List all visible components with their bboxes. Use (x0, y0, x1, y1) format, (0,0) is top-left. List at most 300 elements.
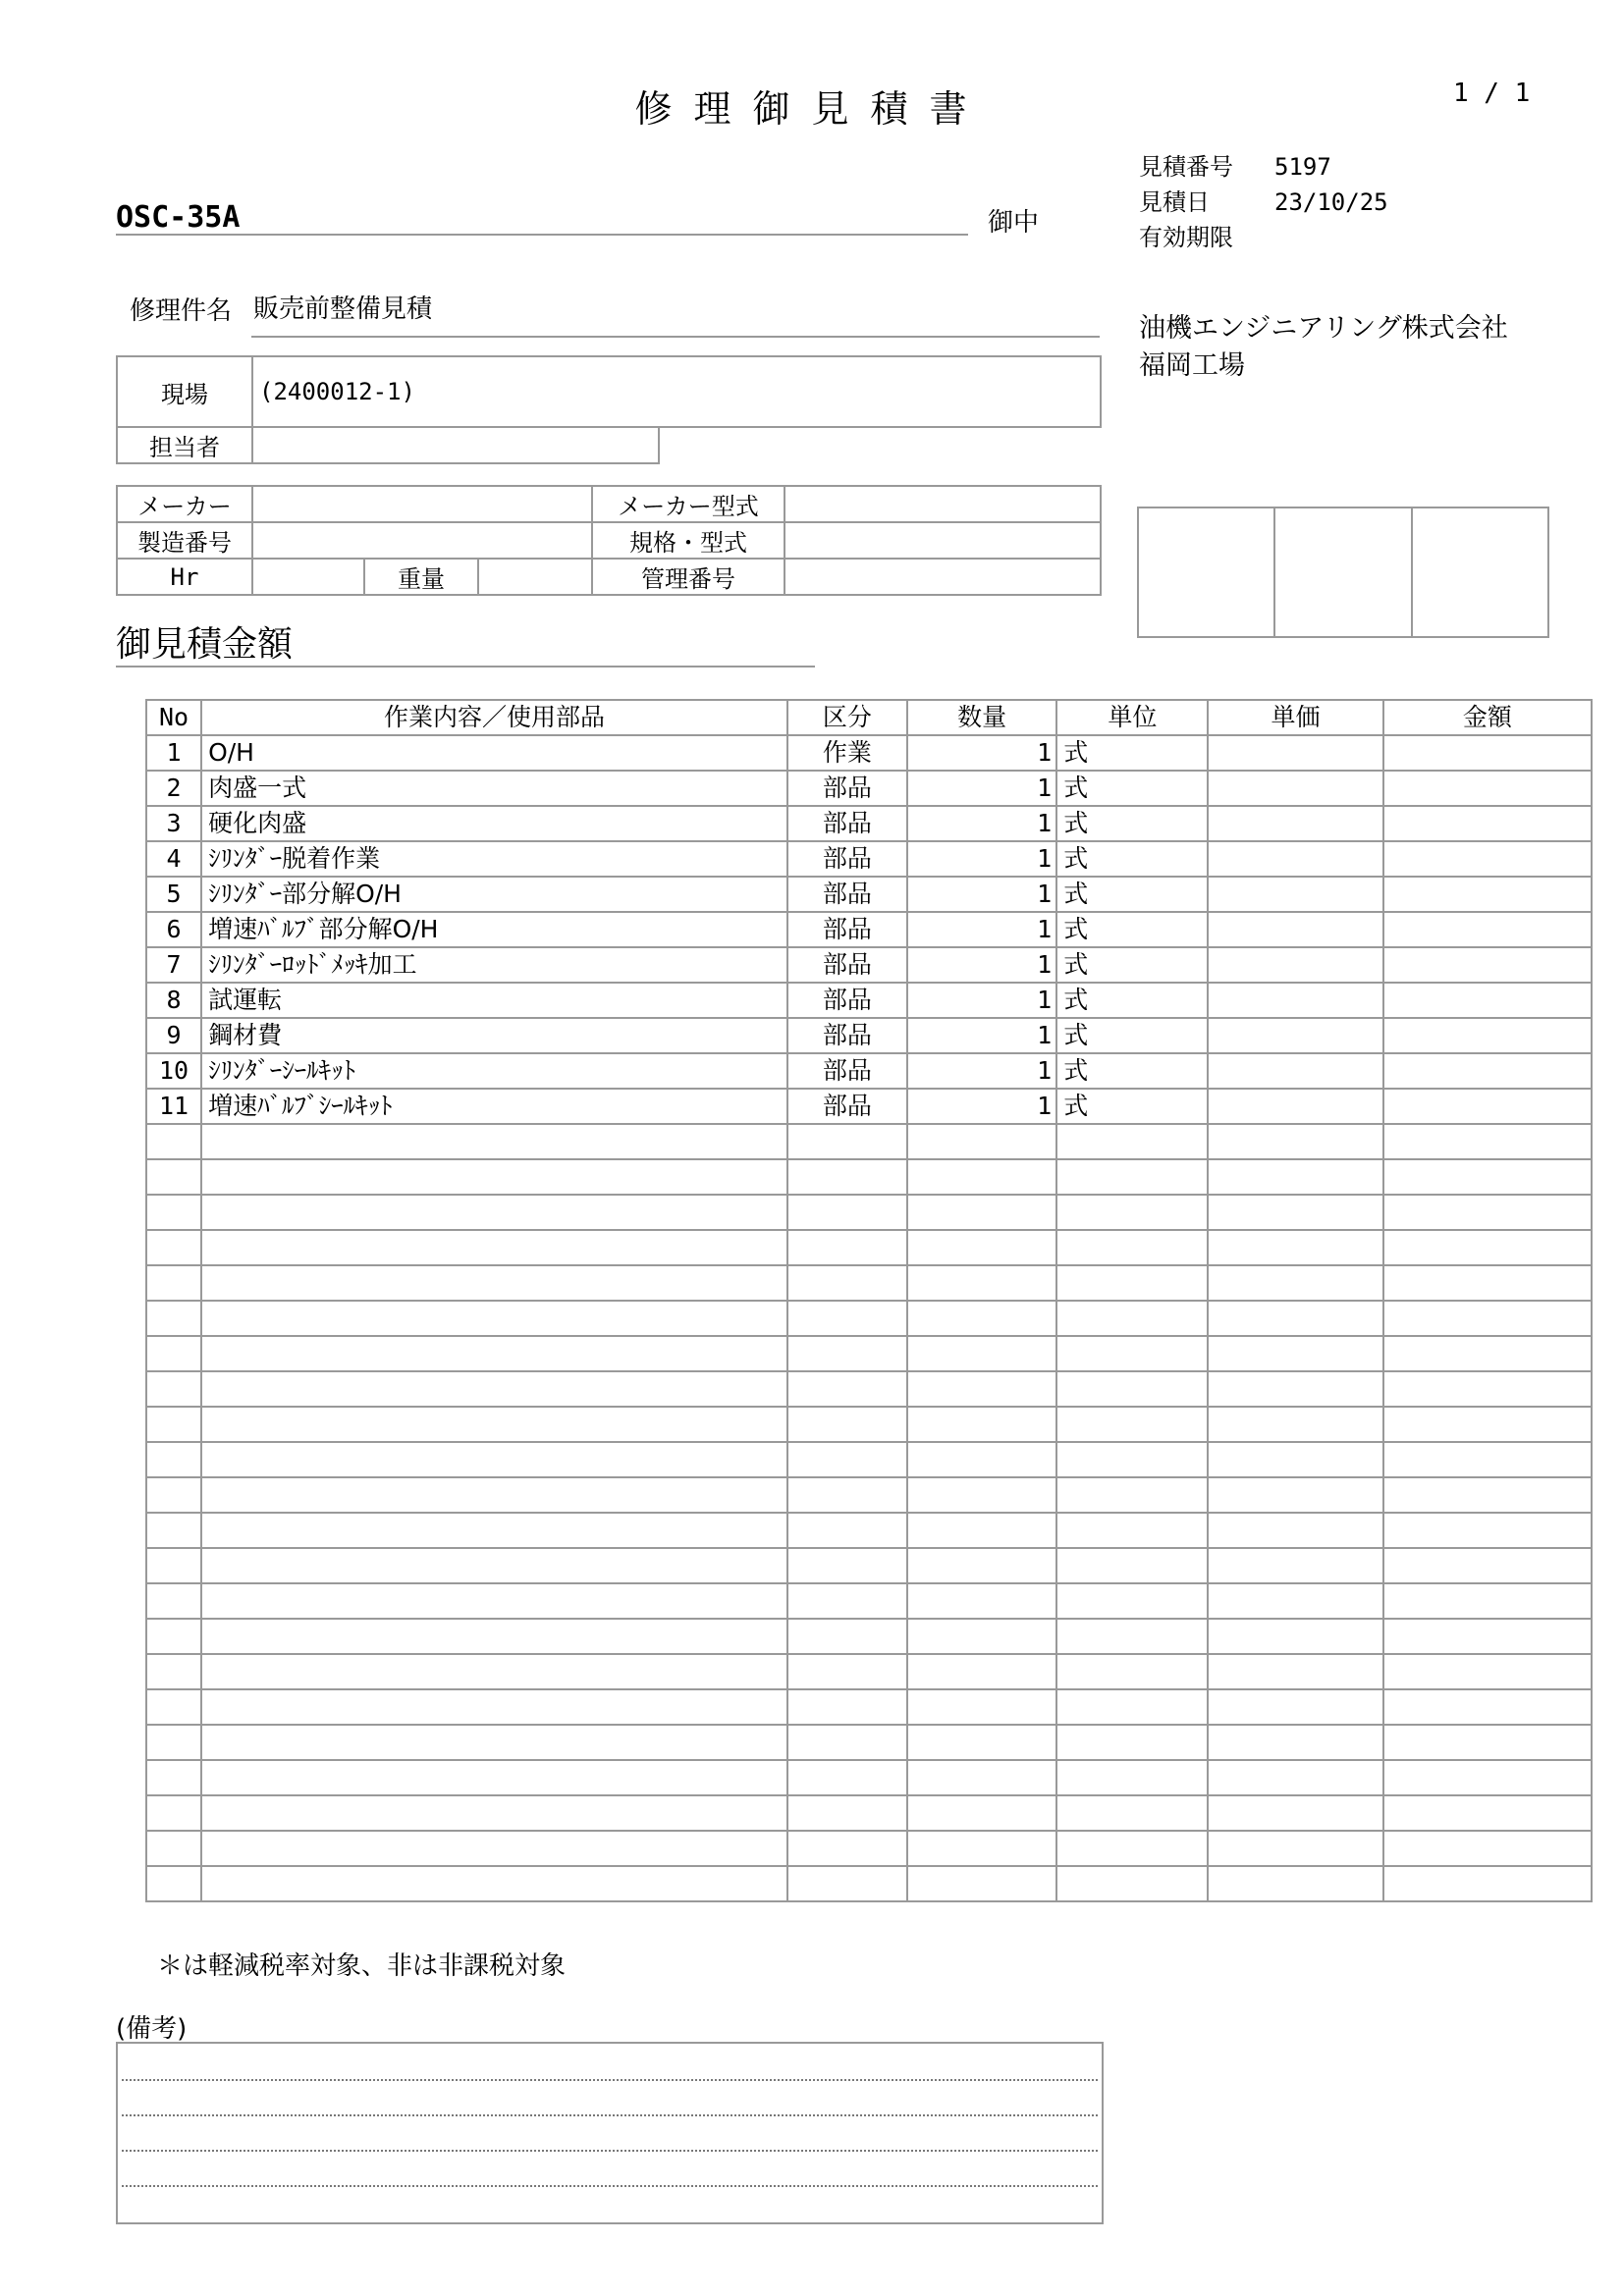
item-unit: 式 (1056, 877, 1208, 912)
table-row (146, 1018, 1592, 1053)
honorific: 御中 (988, 208, 1040, 238)
item-amount (1383, 1831, 1592, 1866)
table-row (146, 1124, 1592, 1159)
maker-label: メーカー (117, 486, 252, 522)
table-row (146, 1159, 1592, 1195)
remarks-line (122, 2185, 1098, 2187)
item-unit: 式 (1056, 912, 1208, 947)
item-unit (1056, 1619, 1208, 1654)
model-label: メーカー型式 (592, 486, 784, 522)
item-category: 部品 (787, 1053, 907, 1089)
subject-underline (251, 336, 1100, 338)
item-qty: 1 (907, 1018, 1056, 1053)
company-block (1139, 310, 1508, 385)
item-no: 8 (146, 983, 201, 1018)
item-category (787, 1725, 907, 1760)
item-unit (1056, 1795, 1208, 1831)
table-row (146, 1477, 1592, 1513)
table-row (146, 1795, 1592, 1831)
item-unit: 式 (1056, 735, 1208, 771)
item-price (1208, 877, 1382, 912)
item-unit (1056, 1195, 1208, 1230)
item-no (146, 1371, 201, 1407)
table-row (146, 771, 1592, 806)
item-category (787, 1548, 907, 1583)
item-amount (1383, 1725, 1592, 1760)
machine-table (116, 485, 1102, 596)
item-category (787, 1124, 907, 1159)
item-price (1208, 1089, 1382, 1124)
table-row (146, 1831, 1592, 1866)
person-value (252, 427, 659, 463)
estimate-date-label: 見積日 (1139, 188, 1210, 216)
table-row (146, 841, 1592, 877)
table-row (146, 1548, 1592, 1583)
item-amount (1383, 841, 1592, 877)
stamp-box (1412, 507, 1548, 637)
tax-note: ＊は軽減税率対象、非は非課税対象 (157, 1951, 567, 1981)
serial-value (252, 522, 592, 559)
amount-underline (116, 666, 815, 667)
item-unit (1056, 1548, 1208, 1583)
item-qty: 1 (907, 947, 1056, 983)
item-amount (1383, 1619, 1592, 1654)
item-qty (907, 1866, 1056, 1901)
item-no (146, 1442, 201, 1477)
item-amount (1383, 1513, 1592, 1548)
item-unit (1056, 1371, 1208, 1407)
item-unit (1056, 1407, 1208, 1442)
item-unit (1056, 1265, 1208, 1301)
item-desc (201, 1124, 787, 1159)
item-price (1208, 1866, 1382, 1901)
item-category (787, 1477, 907, 1513)
item-no (146, 1619, 201, 1654)
item-desc: O/H (201, 735, 787, 771)
item-no (146, 1795, 201, 1831)
col-desc: 作業内容／使用部品 (201, 700, 787, 735)
item-amount (1383, 806, 1592, 841)
item-desc (201, 1442, 787, 1477)
item-unit: 式 (1056, 806, 1208, 841)
item-no (146, 1195, 201, 1230)
table-row (146, 983, 1592, 1018)
item-no: 6 (146, 912, 201, 947)
item-no: 2 (146, 771, 201, 806)
table-row (146, 947, 1592, 983)
item-no (146, 1831, 201, 1866)
item-category: 部品 (787, 771, 907, 806)
item-no (146, 1866, 201, 1901)
col-category: 区分 (787, 700, 907, 735)
item-qty: 1 (907, 841, 1056, 877)
item-price (1208, 1442, 1382, 1477)
item-price (1208, 1477, 1382, 1513)
item-amount (1383, 1018, 1592, 1053)
item-amount (1383, 1760, 1592, 1795)
company-branch: 福岡工場 (1139, 350, 1245, 381)
item-qty (907, 1513, 1056, 1548)
item-desc (201, 1407, 787, 1442)
table-row (146, 735, 1592, 771)
item-qty (907, 1725, 1056, 1760)
item-amount (1383, 947, 1592, 983)
item-unit: 式 (1056, 841, 1208, 877)
item-price (1208, 771, 1382, 806)
item-price (1208, 1619, 1382, 1654)
item-category (787, 1371, 907, 1407)
item-no: 10 (146, 1053, 201, 1089)
item-unit (1056, 1583, 1208, 1619)
item-no: 5 (146, 877, 201, 912)
item-amount (1383, 912, 1592, 947)
item-desc: ｼﾘﾝﾀﾞｰ部分解O/H (201, 877, 787, 912)
item-amount (1383, 1654, 1592, 1689)
item-unit (1056, 1442, 1208, 1477)
item-desc: 肉盛一式 (201, 771, 787, 806)
item-price (1208, 1230, 1382, 1265)
validity-label: 有効期限 (1139, 224, 1233, 251)
customer-name: OSC-35A (116, 200, 241, 235)
item-unit (1056, 1831, 1208, 1866)
item-price (1208, 1159, 1382, 1195)
item-no (146, 1265, 201, 1301)
weight-label: 重量 (364, 559, 478, 595)
item-price (1208, 1124, 1382, 1159)
item-amount (1383, 1442, 1592, 1477)
item-category: 作業 (787, 735, 907, 771)
table-row (146, 1725, 1592, 1760)
item-desc (201, 1795, 787, 1831)
page-number: 1 / 1 (1453, 79, 1531, 108)
stamp-box (1138, 507, 1274, 637)
item-price (1208, 1265, 1382, 1301)
item-desc (201, 1265, 787, 1301)
items-header-row (146, 700, 1592, 735)
item-price (1208, 1407, 1382, 1442)
estimate-date: 23/10/25 (1274, 188, 1388, 216)
item-amount (1383, 1159, 1592, 1195)
item-category (787, 1689, 907, 1725)
item-qty (907, 1265, 1056, 1301)
table-row (146, 1371, 1592, 1407)
item-desc (201, 1301, 787, 1336)
item-desc (201, 1760, 787, 1795)
item-unit (1056, 1336, 1208, 1371)
item-desc: 鋼材費 (201, 1018, 787, 1053)
table-row (146, 1654, 1592, 1689)
item-category (787, 1336, 907, 1371)
item-qty (907, 1477, 1056, 1513)
item-category (787, 1407, 907, 1442)
item-unit (1056, 1866, 1208, 1901)
item-category (787, 1583, 907, 1619)
item-qty: 1 (907, 912, 1056, 947)
item-no (146, 1583, 201, 1619)
item-desc (201, 1689, 787, 1725)
item-qty: 1 (907, 1089, 1056, 1124)
item-amount (1383, 1230, 1592, 1265)
hr-value (252, 559, 364, 595)
item-price (1208, 1018, 1382, 1053)
item-desc (201, 1477, 787, 1513)
table-row (146, 1336, 1592, 1371)
item-no (146, 1548, 201, 1583)
item-qty (907, 1442, 1056, 1477)
item-amount (1383, 1689, 1592, 1725)
item-amount (1383, 1371, 1592, 1407)
item-category (787, 1159, 907, 1195)
items-body (146, 735, 1592, 1901)
item-no (146, 1124, 201, 1159)
table-row (146, 912, 1592, 947)
item-price (1208, 1831, 1382, 1866)
item-desc (201, 1513, 787, 1548)
item-price (1208, 947, 1382, 983)
item-qty (907, 1336, 1056, 1371)
item-desc (201, 1336, 787, 1371)
item-unit: 式 (1056, 771, 1208, 806)
item-desc: 増速ﾊﾞﾙﾌﾞｼｰﾙｷｯﾄ (201, 1089, 787, 1124)
items-table (145, 699, 1593, 1902)
subject-value: 販売前整備見積 (253, 294, 433, 324)
table-row (146, 1619, 1592, 1654)
item-qty (907, 1371, 1056, 1407)
table-row (146, 1195, 1592, 1230)
item-desc (201, 1725, 787, 1760)
weight-value (478, 559, 592, 595)
item-no (146, 1513, 201, 1548)
customer-underline (116, 234, 968, 236)
col-unit: 単位 (1056, 700, 1208, 735)
item-category: 部品 (787, 1089, 907, 1124)
table-row (146, 1301, 1592, 1336)
item-qty: 1 (907, 771, 1056, 806)
model-value (784, 486, 1101, 522)
item-price (1208, 1053, 1382, 1089)
col-qty: 数量 (907, 700, 1056, 735)
item-qty (907, 1195, 1056, 1230)
item-amount (1383, 1053, 1592, 1089)
item-desc: 試運転 (201, 983, 787, 1018)
item-amount (1383, 1265, 1592, 1301)
item-amount (1383, 1336, 1592, 1371)
item-unit: 式 (1056, 1089, 1208, 1124)
item-no (146, 1336, 201, 1371)
item-unit (1056, 1725, 1208, 1760)
item-price (1208, 1195, 1382, 1230)
item-price (1208, 1336, 1382, 1371)
item-price (1208, 1513, 1382, 1548)
item-qty: 1 (907, 806, 1056, 841)
item-desc: ｼﾘﾝﾀﾞｰｼｰﾙｷｯﾄ (201, 1053, 787, 1089)
item-desc (201, 1583, 787, 1619)
table-row (146, 1583, 1592, 1619)
item-qty: 1 (907, 983, 1056, 1018)
item-category: 部品 (787, 806, 907, 841)
spec-label: 規格・型式 (592, 522, 784, 559)
item-no (146, 1159, 201, 1195)
table-row (146, 1760, 1592, 1795)
table-row (146, 1513, 1592, 1548)
item-unit (1056, 1513, 1208, 1548)
item-qty (907, 1124, 1056, 1159)
item-qty: 1 (907, 1053, 1056, 1089)
item-desc: ｼﾘﾝﾀﾞｰﾛｯﾄﾞﾒｯｷ加工 (201, 947, 787, 983)
item-unit (1056, 1654, 1208, 1689)
item-desc (201, 1230, 787, 1265)
item-price (1208, 983, 1382, 1018)
table-row (146, 1053, 1592, 1089)
item-amount (1383, 1477, 1592, 1513)
item-price (1208, 735, 1382, 771)
item-no: 9 (146, 1018, 201, 1053)
item-category (787, 1619, 907, 1654)
mgmt-label: 管理番号 (592, 559, 784, 595)
mgmt-value (784, 559, 1101, 595)
item-qty (907, 1583, 1056, 1619)
item-amount (1383, 1407, 1592, 1442)
hr-label: Hr (117, 559, 252, 595)
item-qty (907, 1548, 1056, 1583)
item-no: 1 (146, 735, 201, 771)
item-no (146, 1230, 201, 1265)
item-price (1208, 806, 1382, 841)
item-qty (907, 1654, 1056, 1689)
item-desc (201, 1548, 787, 1583)
table-row (146, 806, 1592, 841)
remarks-line (122, 2079, 1098, 2081)
item-no (146, 1760, 201, 1795)
table-row (146, 1089, 1592, 1124)
table-row (146, 1866, 1592, 1901)
item-unit: 式 (1056, 1018, 1208, 1053)
item-no (146, 1477, 201, 1513)
item-unit: 式 (1056, 983, 1208, 1018)
item-price (1208, 1548, 1382, 1583)
item-category (787, 1265, 907, 1301)
item-desc: 硬化肉盛 (201, 806, 787, 841)
item-unit (1056, 1159, 1208, 1195)
item-desc (201, 1159, 787, 1195)
item-desc (201, 1831, 787, 1866)
table-row (146, 1265, 1592, 1301)
item-qty (907, 1831, 1056, 1866)
item-no (146, 1725, 201, 1760)
item-category (787, 1866, 907, 1901)
item-no: 4 (146, 841, 201, 877)
item-desc (201, 1619, 787, 1654)
remarks-line (122, 2114, 1098, 2116)
item-category (787, 1795, 907, 1831)
item-category: 部品 (787, 947, 907, 983)
item-amount (1383, 1124, 1592, 1159)
item-qty (907, 1689, 1056, 1725)
item-price (1208, 1689, 1382, 1725)
item-unit (1056, 1301, 1208, 1336)
item-amount (1383, 877, 1592, 912)
site-table (116, 355, 1102, 428)
item-amount (1383, 1795, 1592, 1831)
item-category: 部品 (787, 841, 907, 877)
company-name: 油機エンジニアリング株式会社 (1139, 313, 1508, 344)
table-row (146, 1407, 1592, 1442)
amount-label: 御見積金額 (116, 624, 294, 665)
item-amount (1383, 735, 1592, 771)
site-value: (2400012-1) (252, 356, 1101, 427)
item-no: 7 (146, 947, 201, 983)
col-price: 単価 (1208, 700, 1382, 735)
item-price (1208, 1583, 1382, 1619)
estimate-info (1139, 149, 1388, 255)
item-unit (1056, 1760, 1208, 1795)
item-qty (907, 1795, 1056, 1831)
item-desc (201, 1195, 787, 1230)
item-qty (907, 1159, 1056, 1195)
item-unit: 式 (1056, 947, 1208, 983)
item-desc (201, 1371, 787, 1407)
item-amount (1383, 1301, 1592, 1336)
item-category (787, 1301, 907, 1336)
item-price (1208, 841, 1382, 877)
remarks-label: (備考) (116, 2014, 188, 2044)
site-label: 現場 (117, 356, 252, 427)
table-row (146, 1689, 1592, 1725)
item-qty: 1 (907, 735, 1056, 771)
item-amount (1383, 983, 1592, 1018)
item-qty: 1 (907, 877, 1056, 912)
item-no: 11 (146, 1089, 201, 1124)
serial-label: 製造番号 (117, 522, 252, 559)
item-category (787, 1654, 907, 1689)
item-category: 部品 (787, 877, 907, 912)
stamp-boxes (1137, 507, 1549, 638)
item-no (146, 1407, 201, 1442)
remarks-line (122, 2150, 1098, 2152)
item-unit (1056, 1124, 1208, 1159)
item-category: 部品 (787, 983, 907, 1018)
item-amount (1383, 1195, 1592, 1230)
item-qty (907, 1619, 1056, 1654)
table-row (146, 1442, 1592, 1477)
item-qty (907, 1760, 1056, 1795)
item-price (1208, 1301, 1382, 1336)
col-no: No (146, 700, 201, 735)
item-category: 部品 (787, 912, 907, 947)
item-desc (201, 1866, 787, 1901)
item-category (787, 1230, 907, 1265)
maker-value (252, 486, 592, 522)
item-desc (201, 1654, 787, 1689)
item-amount (1383, 1583, 1592, 1619)
remarks-box (116, 2042, 1104, 2224)
stamp-box (1274, 507, 1411, 637)
item-no: 3 (146, 806, 201, 841)
item-unit: 式 (1056, 1053, 1208, 1089)
item-qty (907, 1301, 1056, 1336)
item-no (146, 1301, 201, 1336)
item-category (787, 1442, 907, 1477)
item-price (1208, 1760, 1382, 1795)
item-unit (1056, 1230, 1208, 1265)
item-price (1208, 1795, 1382, 1831)
person-label: 担当者 (117, 427, 252, 463)
item-qty (907, 1230, 1056, 1265)
item-category (787, 1831, 907, 1866)
table-row (146, 877, 1592, 912)
item-price (1208, 1725, 1382, 1760)
table-row (146, 1230, 1592, 1265)
